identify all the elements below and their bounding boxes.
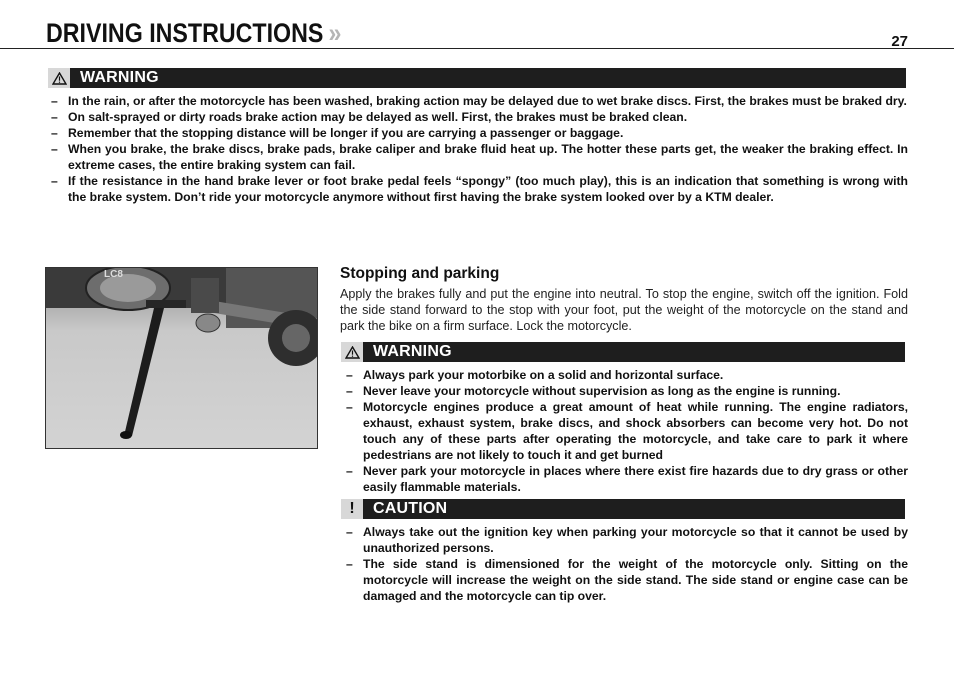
list-item: – Remember that the stopping distance will be longer if you are carrying a passenger or baggage. <box>46 125 908 141</box>
side-stand-photo <box>45 267 318 449</box>
list-item: – If the resistance in the hand brake lever or foot brake pedal feels “spongy” (too much play), this is an indication that something is wrong with the brake system. Don’t ride your motorcycle anymore without first having the brake system looked over by a KTM dealer. <box>46 173 908 205</box>
warning-list-top <box>46 93 908 205</box>
warning-list-parking <box>341 367 908 495</box>
warning-triangle-icon <box>48 68 70 88</box>
section-heading: Stopping and parking <box>340 265 500 282</box>
warning-label: WARNING <box>80 69 159 86</box>
list-item: – The side stand is dimensioned for the weight of the motorcycle only. Sitting on the motorcycle will increase the weight on the side stand. The side stand or engine case can be damaged and the motorcycle can tip over. <box>341 556 908 604</box>
chevron-icon: » <box>328 18 342 48</box>
caution-list <box>341 524 908 604</box>
caution-label: CAUTION <box>373 500 448 517</box>
warning-banner-parking <box>341 342 905 362</box>
list-item: – Always park your motorbike on a solid and horizontal surface. <box>341 367 908 383</box>
caution-banner <box>341 499 905 519</box>
list-item: – When you brake, the brake discs, brake pads, brake caliper and brake fluid heat up. The hotter these parts get, the weaker the braking effect. In extreme cases, the entire braking system can fail. <box>46 141 908 173</box>
warning-triangle-icon <box>341 342 363 362</box>
list-item: – In the rain, or after the motorcycle has been washed, braking action may be delayed due to wet brake discs. First, the brakes must be braked dry. <box>46 93 908 109</box>
warning-label: WARNING <box>373 343 452 360</box>
page-number: 27 <box>891 33 908 50</box>
header-rule <box>0 48 954 49</box>
page-title <box>46 18 341 49</box>
page-title-text: DRIVING INSTRUCTIONS <box>46 18 324 48</box>
exclamation-icon: ! <box>341 499 363 519</box>
engine-label: LC8 <box>104 269 123 280</box>
list-item: – Never park your motorcycle in places where there exist fire hazards due to dry grass or other easily flammable materials. <box>341 463 908 495</box>
list-item: – Motorcycle engines produce a great amount of heat while running. The engine radiators, exhaust, exhaust system, brake discs, and shock absorbers can become very hot. Do not touch any of these parts after operating the motorcycle, and take care to park it where pedestrians are not likely to touch it and get burned <box>341 399 908 463</box>
list-item: – Always take out the ignition key when parking your motorcycle so that it cannot be used by unauthorized persons. <box>341 524 908 556</box>
stopping-body-text: Apply the brakes fully and put the engine into neutral. To stop the engine, switch off the ignition. Fold the side stand forward to the stop with your foot, put the weight of the motorcycle on the stand and park the bike on a firm surface. Lock the motorcycle. <box>340 287 908 333</box>
list-item: – Never leave your motorcycle without supervision as long as the engine is running. <box>341 383 908 399</box>
list-item: – On salt-sprayed or dirty roads brake action may be delayed as well. First, the brakes must be braked clean. <box>46 109 908 125</box>
warning-banner-top <box>48 68 906 88</box>
